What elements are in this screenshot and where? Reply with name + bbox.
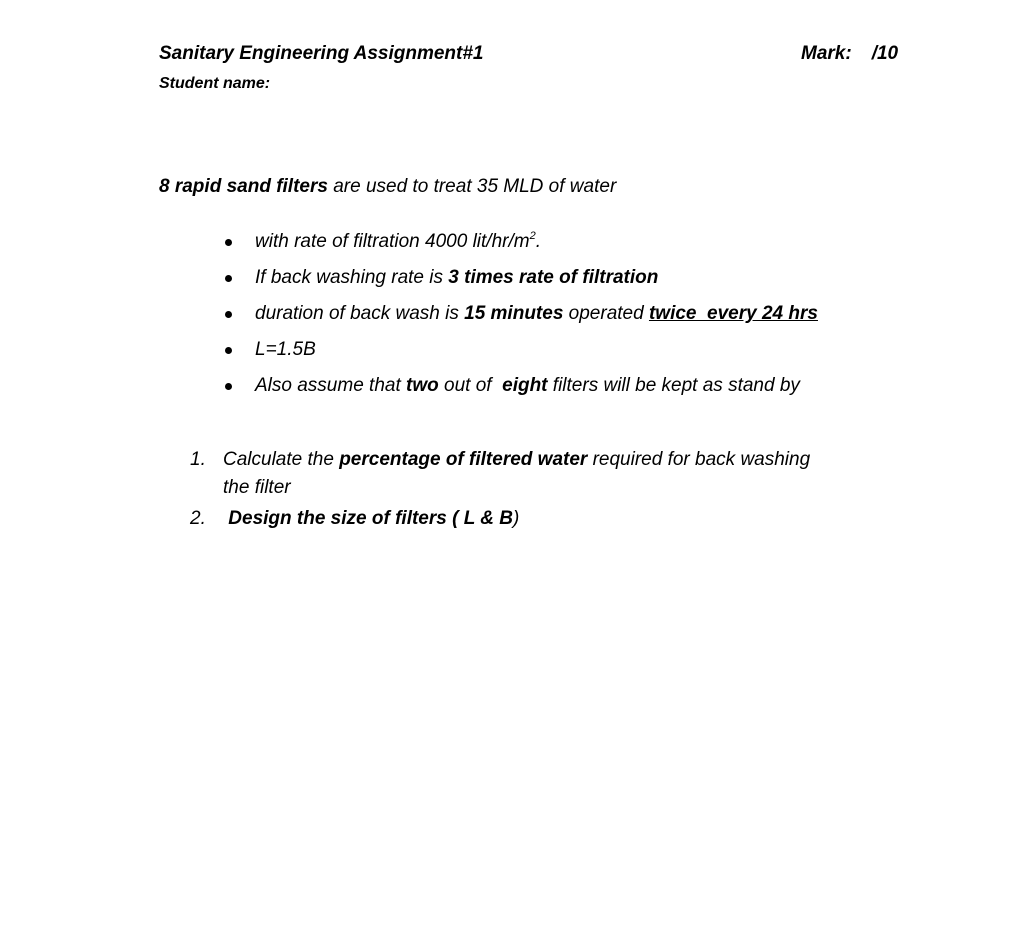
mark-value: /10 xyxy=(871,43,899,64)
bullet-icon xyxy=(225,275,232,282)
question-item: 1. Calculate the percentage of filtered water required for back washing the filter xyxy=(190,442,930,501)
question-number: 1. xyxy=(190,449,206,470)
intro-bold: 8 rapid sand filters xyxy=(159,176,328,197)
list-item: L=1.5B xyxy=(223,337,818,373)
list-item: with rate of filtration 4000 lit/$hr/m^2$. xyxy=(223,229,818,265)
question-item: 2. Design the size of filters ( L & B) xyxy=(190,501,930,536)
list-item: Also assume that two out of eight filters will be kept as stand by xyxy=(223,373,818,409)
bullet-icon xyxy=(225,239,232,246)
problem-statement xyxy=(159,176,616,198)
assignment-title: Sanitary Engineering Assignment#1 xyxy=(159,43,484,64)
bullet-icon xyxy=(225,347,232,354)
bullet-icon xyxy=(225,383,232,390)
given-data-list xyxy=(223,229,818,409)
list-item: duration of back wash is 15 minutes operated twice every 24 hrs xyxy=(223,301,818,337)
bullet-icon xyxy=(225,311,232,318)
questions-list xyxy=(190,442,930,536)
student-name-label: Student name: xyxy=(159,75,271,92)
question-number: 2. xyxy=(190,508,206,529)
mark-field xyxy=(801,43,898,65)
mark-label: Mark: xyxy=(801,43,852,64)
intro-rest: are used to treat 35 MLD of water xyxy=(327,176,617,197)
list-item: If back washing rate is 3 times rate of filtration xyxy=(223,265,818,301)
